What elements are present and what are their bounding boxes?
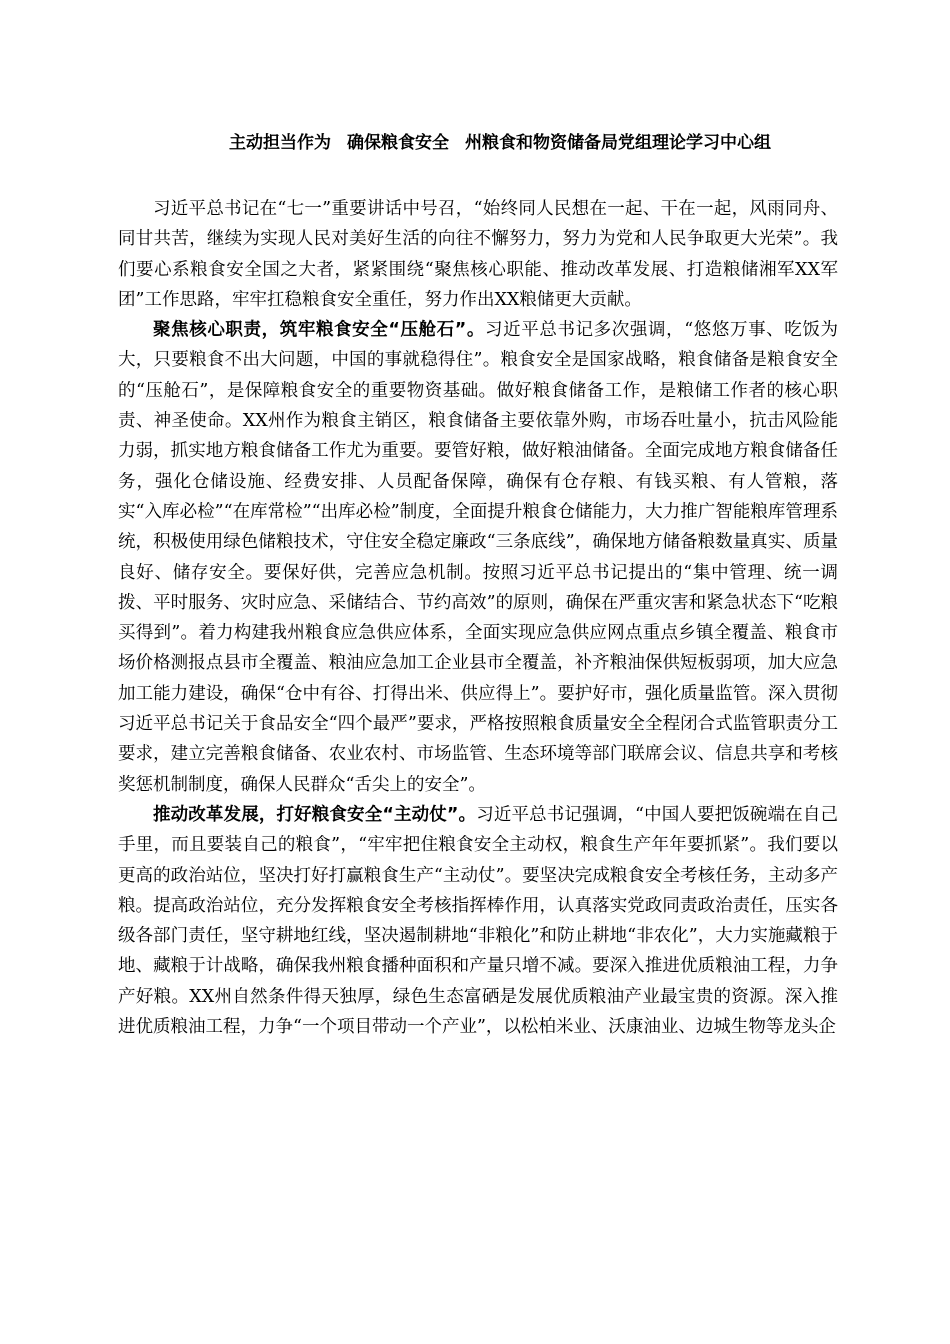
title-main: 主动担当作为 [229, 133, 331, 153]
paragraph-text: 习近平总书记在“七一”重要讲话中号召，“始终同人民想在一起、干在一起，风雨同舟、同甘共苦，继续为实现人民对美好生活的向往不懈努力，努力为党和人民争取更大光荣”。我们要心系粮食安全国之大者，紧紧围绕“聚焦核心职能、推动改革发展、打造粮储湘军XX军团”工作思路，牢牢扛稳粮食安全重任，努力作出XX粮储更大贡献。 [118, 199, 838, 310]
paragraph-lead: 推动改革发展，打好粮食安全“主动仗”。 [153, 804, 477, 825]
paragraph-text: 习近平总书记多次强调，“悠悠万事、吃饭为大，只要粮食不出大问题，中国的事就稳得住”。粮食安全是国家战略，粮食储备是粮食安全的“压舱石”，是保障粮食安全的重要物资基础。做好粮食储备工作，是粮储工作者的核心职责、神圣使命。XX州作为粮食主销区，粮食储备主要依靠外购，市场吞吐量小，抗击风险能力弱，抓实地方粮食储备工作尤为重要。要管好粮，做好粮油储备。全面完成地方粮食储备任务，强化仓储设施、经费安排、人员配备保障，确保有仓存粮、有钱买粮、有人管粮，落实“入库必检”“在库常检”“出库必检”制度，全面提升粮食仓储能力，大力推广智能粮库管理系统，积极使用绿色储粮技术，守住安全稳定廉政“三条底线”，确保地方储备粮数量真实、质量良好、储存安全。要保好供，完善应急机制。按照习近平总书记提出的“集中管理、统一调拨、平时服务、灾时应急、采储结合、节约高效”的原则，确保在严重灾害和紧急状态下“吃粮买得到”。着力构建我州粮食应急供应体系，全面实现应急供应网点重点乡镇全覆盖、粮食市场价格测报点县市全覆盖、粮油应急加工企业县市全覆盖，补齐粮油保供短板弱项，加大应急加工能力建设，确保“仓中有谷、打得出米、供应得上”。要护好市，强化质量监管。深入贯彻习近平总书记关于食品安全“四个最严”要求，严格按照粮食质量安全全程闭合式监管职责分工要求，建立完善粮食储备、农业农村、市场监管、生态环境等部门联席会议、信息共享和考核奖惩机制制度，确保人民群众“舌尖上的安全”。 [118, 320, 838, 795]
title-sub: 确保粮食安全 [347, 133, 449, 153]
paragraph-reform [118, 800, 838, 1042]
document-body [118, 194, 838, 1042]
title-org: 州粮食和物资储备局党组理论学习中心组 [465, 133, 771, 153]
paragraph-core-duties [118, 315, 838, 800]
document-title [120, 130, 880, 156]
paragraph-lead: 聚焦核心职责，筑牢粮食安全“压舱石”。 [153, 320, 486, 341]
paragraph-intro [118, 194, 838, 315]
paragraph-text: 习近平总书记强调，“中国人要把饭碗端在自己手里，而且要装自己的粮食”，“牢牢把住粮食安全主动权，粮食生产年年要抓紧”。我们要以更高的政治站位，坚决打好打赢粮食生产“主动仗”。要坚决完成粮食安全考核任务，主动多产粮。提高政治站位，充分发挥粮食安全考核指挥棒作用，认真落实党政同责政治责任，压实各级各部门责任，坚守耕地红线，坚决遏制耕地“非粮化”和防止耕地“非农化”，大力实施藏粮于地、藏粮于计战略，确保我州粮食播种面积和产量只增不减。要深入推进优质粮油工程，力争产好粮。XX州自然条件得天独厚，绿色生态富硒是发展优质粮油产业最宝贵的资源。深入推进优质粮油工程，力争“一个项目带动一个产业”，以松柏米业、沃康油业、边城生物等龙头企 [118, 804, 838, 1038]
